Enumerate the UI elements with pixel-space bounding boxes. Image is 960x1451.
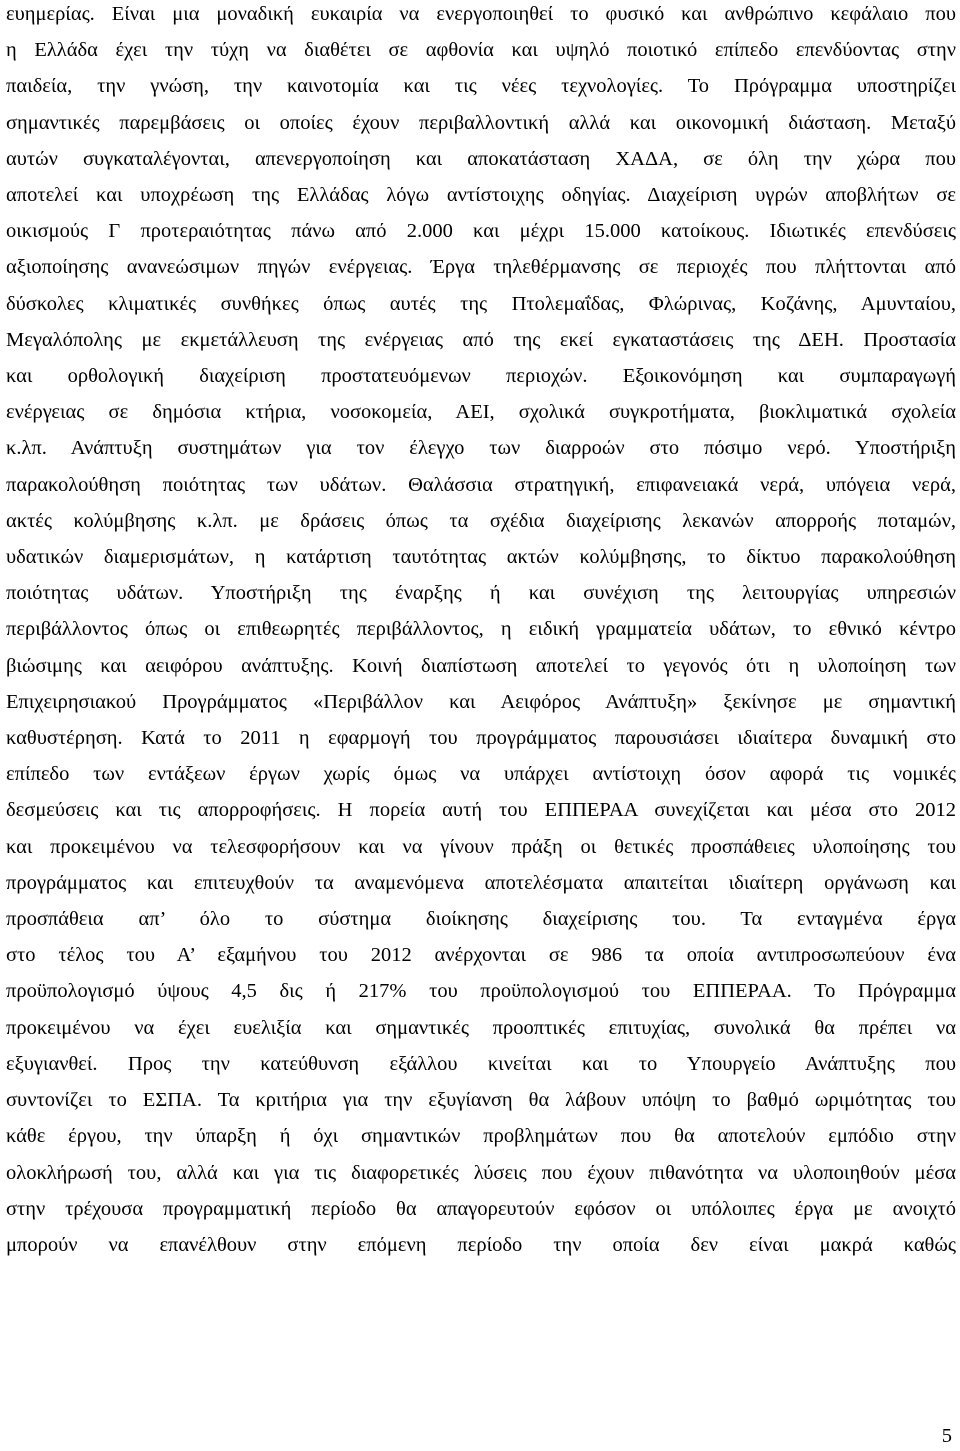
page-number: 5 (941, 1425, 952, 1447)
text-line: και ορθολογική διαχείριση προστατευόμενων περιοχών. Εξοικονόμηση και συμπαραγωγή (6, 365, 956, 388)
text-line: δεσμεύσεις και τις απορροφήσεις. Η πορεία αυτή του ΕΠΠΕΡΑΑ συνεχίζεται και μέσα στο 2012 (6, 799, 956, 822)
text-line: προϋπολογισμό ύψους 4,5 δις ή 217% του προϋπολογισμού του ΕΠΠΕΡΑΑ. Το Πρόγραμμα (6, 980, 956, 1003)
body-text (6, 0, 956, 1263)
text-line: Επιχειρησιακού Προγράμματος «Περιβάλλον και Αειφόρος Ανάπτυξη» ξεκίνησε με σημαντική (6, 690, 956, 713)
text-line: παιδεία, την γνώση, την καινοτομία και τις νέες τεχνολογίες. Το Πρόγραμμα υποστηρίζει (6, 75, 956, 98)
text-line: ενέργειας σε δημόσια κτήρια, νοσοκομεία, ΑΕΙ, σχολικά συγκροτήματα, βιοκλιματικά σχολεία (6, 401, 956, 424)
text-line: κάθε έργου, την ύπαρξη ή όχι σημαντικών προβλημάτων που θα αποτελούν εμπόδιο στην (6, 1125, 956, 1148)
text-line: εξυγιανθεί. Προς την κατεύθυνση εξάλλου κινείται και το Υπουργείο Ανάπτυξης που (6, 1052, 956, 1075)
text-line: συντονίζει το ΕΣΠΑ. Τα κριτήρια για την εξυγίανση θα λάβουν υπόψη το βαθμό ωριμότητας του (6, 1089, 956, 1112)
text-line: παρακολούθηση ποιότητας των υδάτων. Θαλάσσια στρατηγική, επιφανειακά νερά, υπόγεια νερά, (6, 473, 956, 496)
text-line: υδατικών διαμερισμάτων, η κατάρτιση ταυτότητας ακτών κολύμβησης, το δίκτυο παρακολούθηση (6, 546, 956, 569)
text-line: αποτελεί και υποχρέωση της Ελλάδας λόγω αντίστοιχης οδηγίας. Διαχείριση υγρών αποβλήτων σε (6, 184, 956, 207)
text-line: στο τέλος του Α’ εξαμήνου του 2012 ανέρχονται σε 986 τα οποία αντιπροσωπεύουν ένα (6, 944, 956, 967)
text-line: Μεγαλόπολης με εκμετάλλευση της ενέργειας από της εκεί εγκαταστάσεις της ΔΕΗ. Προστασία (6, 328, 956, 351)
text-line: μπορούν να επανέλθουν στην επόμενη περίοδο την οποία δεν είναι μακρά καθώς (6, 1233, 956, 1256)
text-line: ακτές κολύμβησης κ.λπ. με δράσεις όπως τα σχέδια διαχείρισης λεκανών απορροής ποταμών, (6, 509, 956, 532)
text-line: η Ελλάδα έχει την τύχη να διαθέτει σε αφθονία και υψηλό ποιοτικό επίπεδο επενδύοντας στην (6, 39, 956, 62)
text-line: αυτών συγκαταλέγονται, απενεργοποίηση και αποκατάσταση ΧΑΔΑ, σε όλη την χώρα που (6, 147, 956, 170)
text-line: περιβάλλοντος όπως οι επιθεωρητές περιβάλλοντος, η ειδική γραμματεία υδάτων, το εθνικό κέντρο (6, 618, 956, 641)
text-line: ευημερίας. Είναι μια μοναδική ευκαιρία να ενεργοποιηθεί το φυσικό και ανθρώπινο κεφάλαιο που (6, 3, 956, 25)
text-line: ολοκλήρωσή του, αλλά και για τις διαφορετικές λύσεις που έχουν πιθανότητα να υλοποιηθούν μέσα (6, 1161, 956, 1184)
text-line: ποιότητας υδάτων. Υποστήριξη της έναρξης ή και συνέχιση της λειτουργίας υπηρεσιών (6, 582, 956, 605)
text-line: στην τρέχουσα προγραμματική περίοδο θα απαγορευτούν εφόσον οι υπόλοιπες έργα με ανοιχτό (6, 1197, 956, 1220)
text-line: προγράμματος και επιτευχθούν τα αναμενόμενα αποτελέσματα απαιτείται ιδιαίτερη οργάνωση και (6, 871, 956, 894)
text-line: αξιοποίησης ανανεώσιμων πηγών ενέργειας. Έργα τηλεθέρμανσης σε περιοχές που πλήττονται από (6, 256, 956, 279)
text-line: οικισμούς Γ προτεραιότητας πάνω από 2.000 και μέχρι 15.000 κατοίκους. Ιδιωτικές επενδύσεις (6, 220, 956, 243)
text-line: επίπεδο των εντάξεων έργων χωρίς όμως να υπάρχει αντίστοιχη όσον αφορά τις νομικές (6, 763, 956, 786)
text-line: και προκειμένου να τελεσφορήσουν και να γίνουν πράξη οι θετικές προσπάθειες υλοποίησης του (6, 835, 956, 858)
text-line: κ.λπ. Ανάπτυξη συστημάτων για τον έλεγχο των διαρροών στο πόσιμο νερό. Υποστήριξη (6, 437, 956, 460)
text-line: βιώσιμης και αειφόρου ανάπτυξης. Κοινή διαπίστωση αποτελεί το γεγονός ότι η υλοποίηση των (6, 654, 956, 677)
text-line: δύσκολες κλιματικές συνθήκες όπως αυτές της Πτολεμαΐδας, Φλώρινας, Κοζάνης, Αμυνταίου, (6, 292, 956, 315)
text-line: σημαντικές παρεμβάσεις οι οποίες έχουν περιβαλλοντική αλλά και οικονομική διάσταση. Μεταξύ (6, 111, 956, 134)
text-line: προσπάθεια απ’ όλο το σύστημα διοίκησης διαχείρισης του. Τα ενταγμένα έργα (6, 908, 956, 931)
text-line: καθυστέρηση. Κατά το 2011 η εφαρμογή του προγράμματος παρουσιάσει ιδιαίτερα δυναμική στο (6, 727, 956, 750)
text-line: προκειμένου να έχει ευελιξία και σημαντικές προοπτικές επιτυχίας, συνολικά θα πρέπει να (6, 1016, 956, 1039)
